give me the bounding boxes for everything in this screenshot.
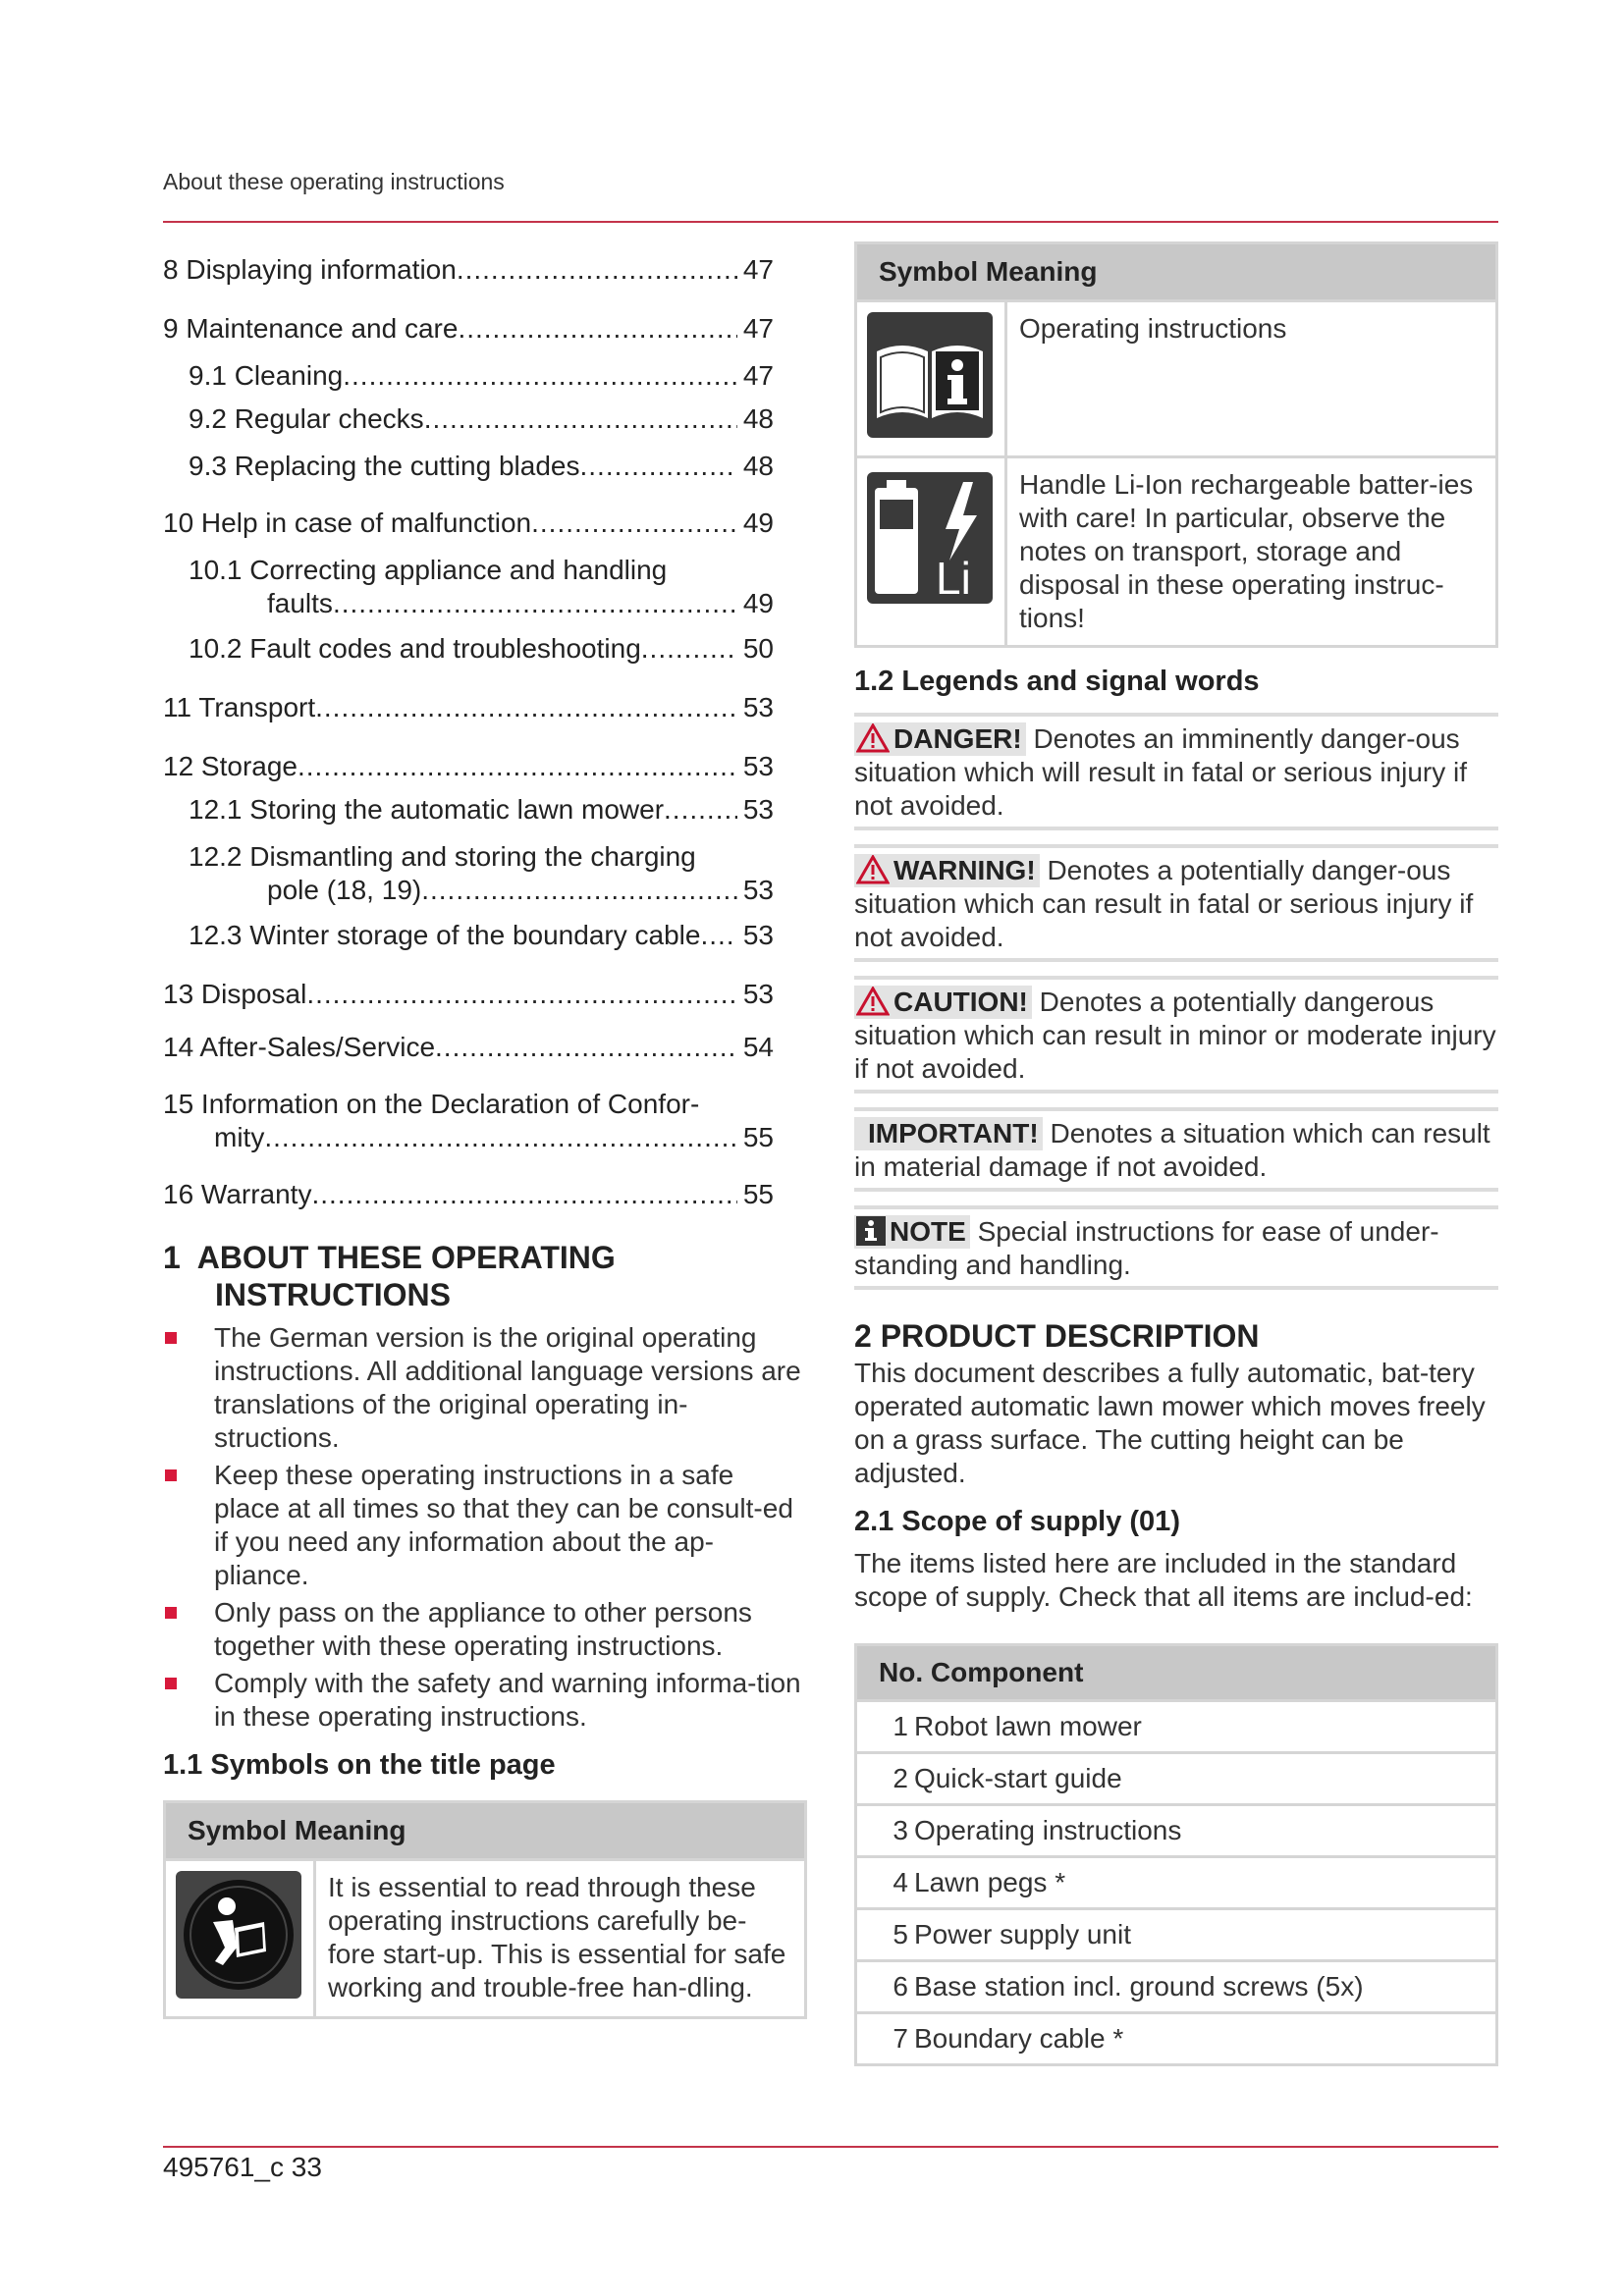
table-header: No. Component (856, 1645, 1497, 1701)
component-table (854, 1643, 1498, 2066)
toc-entry[interactable]: 10 Help in case of malfunction ..... 49 (163, 507, 774, 540)
table-row: 2 Quick-start guide (856, 1753, 1497, 1805)
symbol-table (854, 241, 1498, 648)
page-footer: 495761_c 33 (163, 2152, 322, 2182)
toc-entry[interactable]: 9.3 Replacing the cutting blades ..... 48 (163, 450, 774, 483)
subsection-1-1-heading: 1.1 Symbols on the title page (163, 1749, 556, 1781)
toc-entry[interactable]: 12.1 Storing the automatic lawn mower ..... 53 (163, 793, 774, 827)
subsection-2-1-heading: 2.1 Scope of supply (01) (854, 1506, 1180, 1537)
table-row: 6 Base station incl. ground screws (5x) (856, 1961, 1497, 2013)
toc-entry[interactable]: 15 Information on the Declaration of Confor- mity ..... 55 (163, 1088, 774, 1154)
toc-entry[interactable]: 16 Warranty ..... 55 (163, 1178, 774, 1211)
toc-entry[interactable]: 13 Disposal ..... 53 (163, 978, 774, 1011)
li-ion-battery-icon (867, 468, 993, 604)
warning-triangle-icon (856, 855, 890, 884)
section-2-heading: 2 PRODUCT DESCRIPTION (854, 1318, 1260, 1354)
table-header: Symbol Meaning (856, 243, 1497, 301)
title-page-symbol-table (163, 1800, 807, 2019)
table-row: 7 Boundary cable * (856, 2013, 1497, 2065)
list-item: The German version is the original operating instructions. All additional language versions are translations of the original operating in-structions. (163, 1321, 801, 1455)
read-manual-icon (176, 1871, 301, 1999)
section-2-intro: This document describes a fully automatic, bat-tery operated automatic lawn mower which moves freely on a grass surface. The cutting height can be adjusted. (854, 1358, 1486, 1488)
table-row: 4 Lawn pegs * (856, 1857, 1497, 1909)
table-row: It is essential to read through these operating instructions carefully be-fore start-up. This is essential for safe working and trouble-free han-dling. (165, 1860, 806, 2018)
operating-instructions-icon (867, 312, 993, 438)
list-item: Comply with the safety and warning informa-tion in these operating instructions. (163, 1667, 801, 1734)
left-column (163, 245, 801, 2019)
header-rule (163, 221, 1498, 223)
info-icon (856, 1216, 886, 1246)
scope-of-supply-text: The items listed here are included in the standard scope of supply. Check that all items are includ-ed: (854, 1548, 1473, 1612)
list-item: Only pass on the appliance to other persons together with these operating instructions. (163, 1596, 801, 1663)
toc-entry[interactable]: 9.2 Regular checks ..... 48 (163, 402, 774, 436)
svg-text:Li: Li (936, 553, 971, 604)
table-of-contents (163, 253, 774, 1211)
subsection-1-2-heading: 1.2 Legends and signal words (854, 666, 1260, 697)
toc-entry[interactable]: 10.2 Fault codes and troubleshooting ..... 50 (163, 632, 774, 666)
running-head: About these operating instructions (163, 169, 505, 194)
toc-entry[interactable]: 12.3 Winter storage of the boundary cable ..... 53 (163, 919, 774, 952)
section-1-bullet-list (163, 1321, 801, 1734)
table-header: Symbol Meaning (165, 1802, 806, 1860)
footer-rule (163, 2146, 1498, 2148)
toc-entry[interactable]: 9 Maintenance and care ..... 47 (163, 312, 774, 346)
signal-word-caution: CAUTION! Denotes a potentially dangerous situation which can result in minor or moderate injury if not avoided. (854, 976, 1498, 1094)
signal-word-warning: WARNING! Denotes a potentially danger-ous situation which can result in fatal or serious injury if not avoided. (854, 844, 1498, 962)
table-row: 1 Robot lawn mower (856, 1701, 1497, 1753)
toc-entry[interactable]: 9.1 Cleaning ..... 47 (163, 359, 774, 393)
table-row: 5 Power supply unit (856, 1909, 1497, 1961)
list-item: Keep these operating instructions in a safe place at all times so that they can be consult-ed if you need any information about the ap-pliance. (163, 1459, 801, 1592)
table-row: Li Handle Li-Ion rechargeable batter-ies with care! In particular, observe the notes on transport, storage and disposal in these operating instruc-tions! (856, 457, 1497, 647)
warning-triangle-icon (856, 987, 890, 1016)
toc-entry[interactable]: 11 Transport ..... 53 (163, 691, 774, 724)
toc-entry[interactable]: 12 Storage ..... 53 (163, 750, 774, 783)
toc-entry[interactable]: 14 After-Sales/Service ..... 54 (163, 1031, 774, 1064)
warning-triangle-icon (856, 723, 890, 753)
right-column (854, 241, 1498, 2066)
table-row: 3 Operating instructions (856, 1805, 1497, 1857)
signal-word-danger: DANGER! Denotes an imminently danger-ous situation which will result in fatal or serious injury if not avoided. (854, 713, 1498, 830)
toc-entry[interactable]: 12.2 Dismantling and storing the charging pole (18, 19) ..... 53 (163, 840, 774, 907)
section-1-heading: 1 ABOUT THESE OPERATING INSTRUCTIONS (163, 1240, 616, 1312)
toc-entry[interactable]: 10.1 Correcting appliance and handling faults ..... 49 (163, 554, 774, 620)
toc-entry[interactable]: 8 Displaying information ..... 47 (163, 253, 774, 287)
signal-word-note: NOTE Special instructions for ease of under-standing and handling. (854, 1205, 1498, 1290)
table-row: Operating instructions (856, 301, 1497, 457)
signal-word-important: IMPORTANT! Denotes a situation which can result in material damage if not avoided. (854, 1107, 1498, 1192)
